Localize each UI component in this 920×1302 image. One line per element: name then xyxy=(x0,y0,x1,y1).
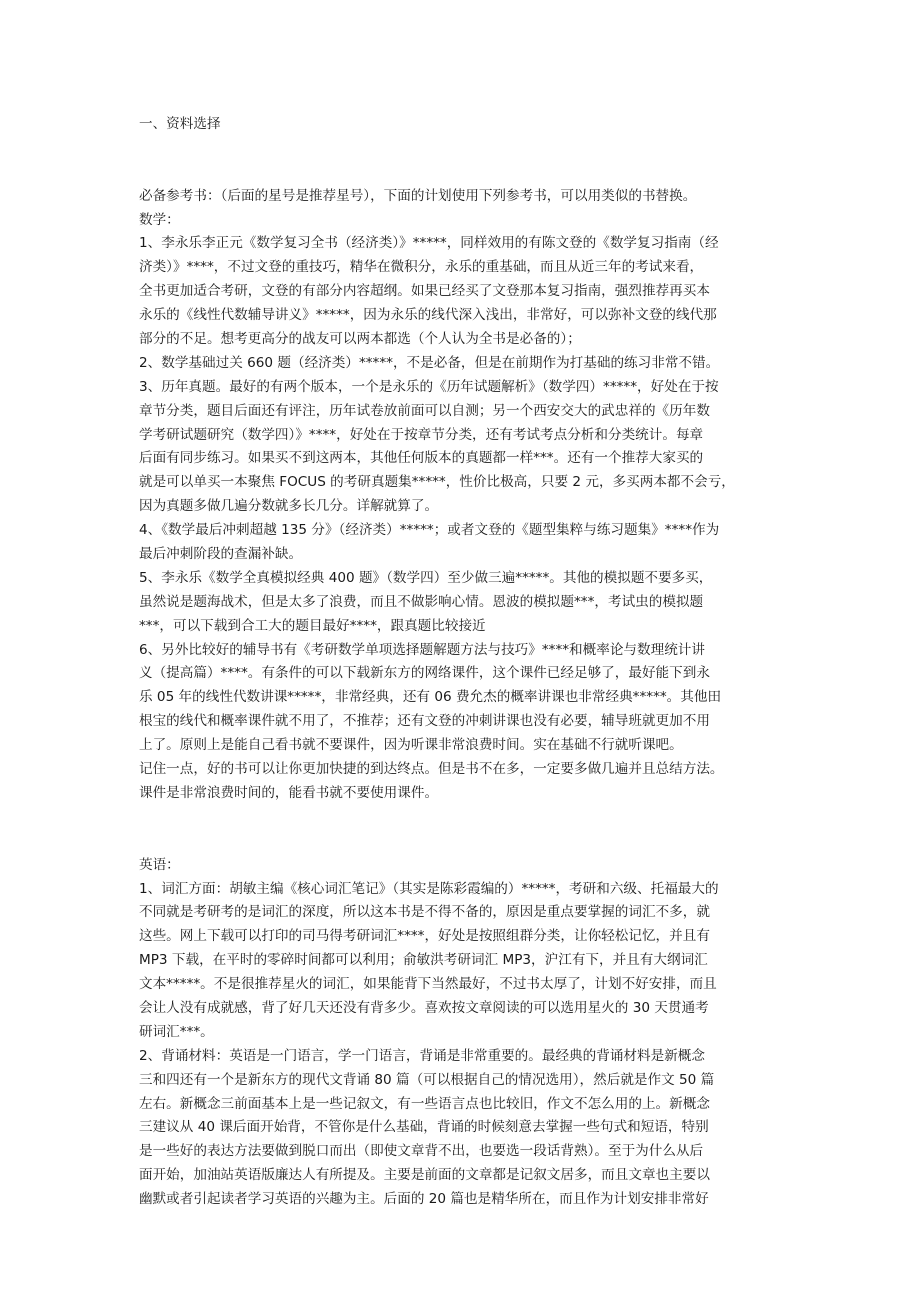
text-line: 乐 05 年的线性代数讲课*****，非常经典，还有 06 费允杰的概率讲课也非常经典*****。其他田 xyxy=(139,689,722,706)
text-line: 三建议从 40 课后面开始背，不管你是什么基础，背诵的时候刻意去掌握一些句式和短语，特别 xyxy=(139,1119,709,1136)
text-line: 2、数学基础过关 660 题（经济类）*****，不是必备，但是在前期作为打基础的练习非常不错。 xyxy=(139,354,720,371)
section-heading: 一、资料选择 xyxy=(139,116,221,132)
text-line: 3、历年真题。最好的有两个版本，一个是永乐的《历年试题解析》（数学四）*****，好处在于按 xyxy=(139,378,719,395)
text-line: 1、词汇方面：胡敏主编《核心词汇笔记》（其实是陈彩霞编的）*****，考研和六级、托福最大的 xyxy=(139,880,719,897)
text-line: 全书更加适合考研，文登的有部分内容超纲。如果已经买了文登那本复习指南，强烈推荐再买本 xyxy=(139,283,710,300)
document-body xyxy=(139,113,785,1212)
text-line: 2、背诵材料：英语是一门语言，学一门语言，背诵是非常重要的。最经典的背诵材料是新概念 xyxy=(139,1047,705,1064)
english-section xyxy=(139,854,785,1212)
blank-line xyxy=(139,830,785,854)
text-line: 4、《数学最后冲刺超越 135 分》（经济类）*****；或者文登的《题型集粹与练习题集》****作为 xyxy=(139,522,720,539)
text-line: 是一些好的表达方法要做到脱口而出（即使文章背不出，也要选一段话背熟）。至于为什么从后 xyxy=(139,1143,704,1160)
text-line: 必备参考书：（后面的星号是推荐星号），下面的计划使用下列参考书，可以用类似的书替换。 xyxy=(139,187,697,204)
text-line: 最后冲刺阶段的查漏补缺。 xyxy=(139,546,303,563)
blank-line xyxy=(139,806,785,830)
text-line: 章节分类，题目后面还有评注，历年试卷放前面可以自测；另一个西安交大的武忠祥的《历年数 xyxy=(139,402,710,419)
text-line: 5、李永乐《数学全真模拟经典 400 题》（数学四）至少做三遍*****。其他的模拟题不要多买， xyxy=(139,569,713,586)
text-line: 记住一点，好的书可以让你更加快捷的到达终点。但是书不在多，一定要多做几遍并且总结方法。 xyxy=(139,761,724,778)
math-section xyxy=(139,185,785,806)
text-line: 文本*****。不是很推荐星火的词汇，如果能背下当然最好，不过书太厚了，计划不好安排，而且 xyxy=(139,976,717,993)
text-line: 义（提高篇）****。有条件的可以下载新东方的网络课件，这个课件已经足够了，最好能下到永 xyxy=(139,665,710,682)
text-line: ***，可以下载到合工大的题目最好****，跟真题比较接近 xyxy=(139,617,486,634)
text-line: 6、另外比较好的辅导书有《考研数学单项选择题解题方法与技巧》****和概率论与数理统计讲 xyxy=(139,641,705,658)
text-line: 根宝的线代和概率课件就不用了，不推荐；还有文登的冲刺讲课也没有必要，辅导班就更加不用 xyxy=(139,713,710,730)
text-line: 永乐的《线性代数辅导讲义》*****，因为永乐的线代深入浅出，非常好，可以弥补文登的线代那 xyxy=(139,307,717,324)
text-line: 学考研试题研究（数学四）》****，好处在于按章节分类，还有考试考点分析和分类统计。每章 xyxy=(139,426,704,443)
text-line: 课件是非常浪费时间的，能看书就不要使用课件。 xyxy=(139,784,439,801)
text-line: 英语： xyxy=(139,856,180,873)
text-line: 因为真题多做几遍分数就多长几分。详解就算了。 xyxy=(139,498,439,515)
text-line: 上了。原则上是能自己看书就不要课件，因为听课非常浪费时间。实在基础不行就听课吧。 xyxy=(139,737,683,754)
text-line: 就是可以单买一本聚焦 FOCUS 的考研真题集*****，性价比极高，只要 2 元，多买两本都不会亏， xyxy=(139,474,735,491)
text-line: 会让人没有成就感，背了好几天还没有背多少。喜欢按文章阅读的可以选用星火的 30 天贯通考 xyxy=(139,999,709,1016)
text-line: 研词汇***。 xyxy=(139,1023,214,1040)
text-line: 幽默或者引起读者学习英语的兴趣为主。后面的 20 篇也是精华所在，而且作为计划安排非常好 xyxy=(139,1191,709,1208)
text-line: 面开始，加油站英语版廉达人有所提及。主要是前面的文章都是记叙文居多，而且文章也主要以 xyxy=(139,1167,710,1184)
text-line: 部分的不足。想考更高分的战友可以两本都选（个人认为全书是必备的）； xyxy=(139,331,581,348)
text-line: 这些。网上下载可以打印的司马得考研词汇****，好处是按照组群分类，让你轻松记忆，并且有 xyxy=(139,928,710,945)
blank-line xyxy=(139,137,785,161)
text-line: 三和四还有一个是新东方的现代文背诵 80 篇（可以根据自己的情况选用），然后就是作文 50 篇 xyxy=(139,1071,715,1088)
blank-line xyxy=(139,161,785,185)
text-line: 虽然说是题海战术，但是太多了浪费，而且不做影响心情。恩波的模拟题***，考试虫的模拟题 xyxy=(139,593,704,610)
text-line: 后面有同步练习。如果买不到这两本，其他任何版本的真题都一样***。还有一个推荐大家买的 xyxy=(139,450,704,467)
text-line: 左右。新概念三前面基本上是一些记叙文，有一些语言点也比较旧，作文不怎么用的上。新概念 xyxy=(139,1095,710,1112)
text-line: 数学： xyxy=(139,211,180,228)
text-line: 不同就是考研考的是词汇的深度，所以这本书是不得不备的，原因是重点要掌握的词汇不多，就 xyxy=(139,904,710,921)
text-line: MP3 下载，在平时的零碎时间都可以利用；俞敏洪考研词汇 MP3，沪江有下，并且有大纲词汇 xyxy=(139,952,708,969)
text-line: 1、李永乐李正元《数学复习全书（经济类）》*****，同样效用的有陈文登的《数学复习指南（经 xyxy=(139,235,719,252)
text-line: 济类）》****，不过文登的重技巧，精华在微积分，永乐的重基础，而且从近三年的考试来看， xyxy=(139,259,704,276)
